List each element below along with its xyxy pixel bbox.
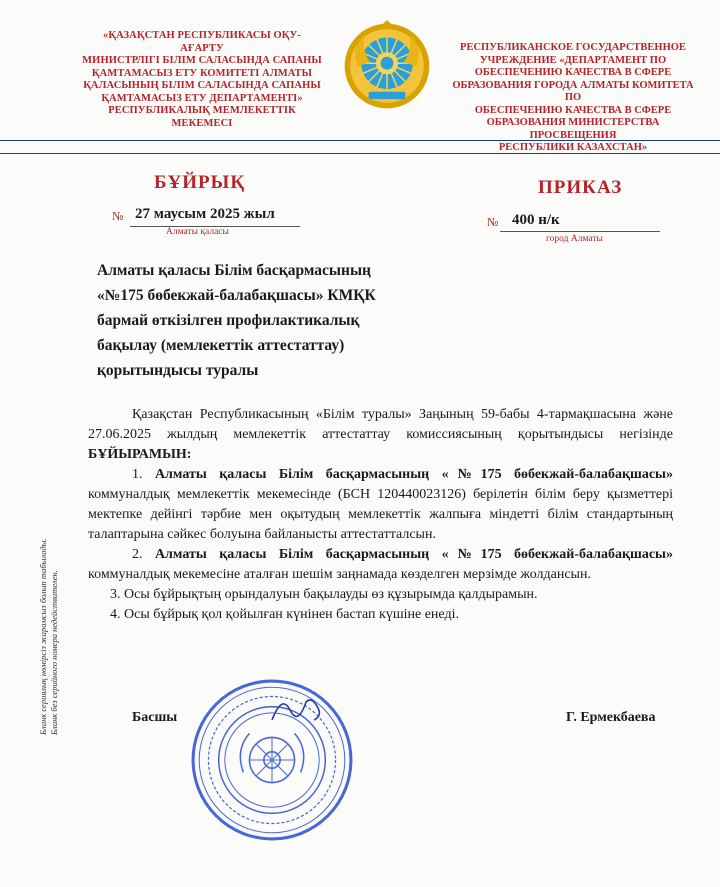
doc-title-kz: БҰЙРЫҚ bbox=[154, 172, 246, 193]
order-item-2: 2. Алматы қаласы Білім басқармасының «№175 бөбекжай-балабақшасы» коммуналдық мекемесіне аталған шешім заңнамада көзделген мерзімде жолдансын. bbox=[88, 547, 673, 582]
doc-title-ru: ПРИКАЗ bbox=[538, 177, 623, 198]
order-number: 400 н/к bbox=[512, 212, 560, 228]
body-intro: Қазақстан Республикасының «Білім туралы» Заңының 59-бабы 4-тармақшасына және 27.06.2025 жылдың мемлекеттік аттестаттау комиссиясының қорытындысы негізінде БҰЙЫРАМЫН: bbox=[88, 407, 673, 462]
header-left-kz: «ҚАЗАҚСТАН РЕСПУБЛИКАСЫ ОҚУ-АҒАРТУ МИНИСТРЛІГІ БІЛІМ САЛАСЫНДА САПАНЫ ҚАМТАМАСЫЗ ЕТУ КОМИТЕТІ АЛМАТЫ ҚАЛАСЫНЫҢ БІЛІМ САЛАСЫНДА САПАНЫ ҚАМТАМАСЫЗ ЕТУ ДЕПАРТАМЕНТІ» РЕСПУБЛИКАЛЫҚ МЕМЛЕКЕТТІК МЕКЕМЕСІ bbox=[82, 30, 322, 129]
state-emblem-icon bbox=[341, 20, 433, 112]
signer-name: Г. Ермекбаева bbox=[566, 710, 656, 725]
blank-side-note: Бланк сериялық нөмірсіз жарамсыз болып табылады. Бланк без серийного номера недействителен. bbox=[38, 538, 59, 735]
signer-title: Басшы bbox=[132, 710, 178, 725]
order-subject: Алматы қаласы Білім басқармасының «№175 бөбекжай-балабақшасы» КМҚК бармай өткізілген профилактикалық бақылау (мемлекеттік аттестаттау) қорытындысы туралы bbox=[97, 262, 376, 379]
signature-scribble-icon bbox=[268, 690, 328, 730]
number-sign-ru: № bbox=[487, 215, 499, 229]
order-item-1: 1. Алматы қаласы Білім басқармасының «№175 бөбекжай-балабақшасы» коммуналдық мемлекеттік мекемесінде (БСН 120440023126) берілетін білім беру қызметтері мектепке дейінгі тәрбие мен оқытудың мемлекеттік жалпыға міндетті білім стандартының талаптарына сәйкес болуына байланысты аттестатталсын. bbox=[88, 467, 673, 542]
order-date: 27 маусым 2025 жыл bbox=[135, 206, 275, 222]
header-rule-bottom bbox=[0, 153, 720, 154]
order-item-4: 4. Осы бұйрық қол қойылған күнінен бастап күшіне енеді. bbox=[110, 607, 459, 622]
header-rule-top bbox=[0, 140, 720, 141]
order-word: БҰЙЫРАМЫН bbox=[88, 447, 187, 462]
order-number-underline bbox=[500, 231, 660, 232]
header-right-ru: РЕСПУБЛИКАНСКОЕ ГОСУДАРСТВЕННОЕ УЧРЕЖДЕНИЕ «ДЕПАРТАМЕНТ ПО ОБЕСПЕЧЕНИЮ КАЧЕСТВА В СФЕРЕ ОБРАЗОВАНИЯ ГОРОДА АЛМАТЫ КОМИТЕТА ПО ОБЕСПЕЧЕНИЮ КАЧЕСТВА В СФЕРЕ ОБРАЗОВАНИЯ МИНИСТЕРСТВА ПРОСВЕЩЕНИЯ РЕСПУБЛИКИ КАЗАХСТАН» bbox=[452, 42, 694, 153]
city-ru: город Алматы bbox=[546, 234, 603, 244]
number-sign-kz: № bbox=[112, 209, 124, 223]
order-body bbox=[88, 405, 673, 625]
city-kz: Алматы қаласы bbox=[166, 227, 229, 237]
order-item-3: 3. Осы бұйрықтың орындалуын бақылауды өз құзырымда қалдырамын. bbox=[110, 587, 538, 602]
